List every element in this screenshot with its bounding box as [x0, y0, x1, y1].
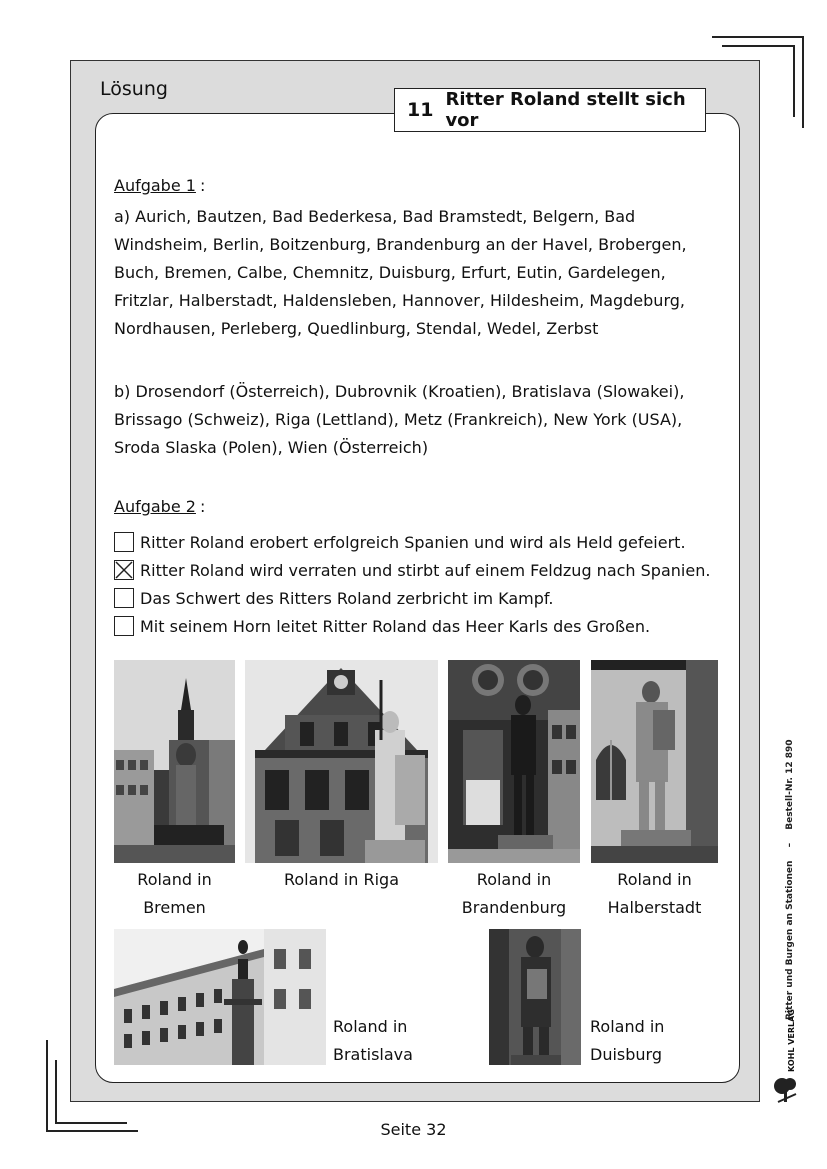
task1-b-line: b) Drosendorf (Österreich), Dubrovnik (Kroatien), Bratislava (Slowakei),: [114, 382, 685, 401]
task1-b-line: Brissago (Schweiz), Riga (Lettland), Metz (Frankreich), New York (USA),: [114, 410, 683, 429]
corner-decoration-top-h1: [712, 36, 804, 38]
station-number: 11: [407, 99, 434, 121]
task2-heading-text: Aufgabe 2: [114, 497, 196, 516]
caption-line: Duisburg: [590, 1045, 662, 1064]
photo-roland-duisburg: [489, 929, 581, 1065]
task2-heading: [114, 497, 196, 516]
task1-a-line: Buch, Bremen, Calbe, Chemnitz, Duisburg, Erfurt, Eutin, Gardelegen,: [114, 263, 666, 282]
publisher-name: KOHL VERLAG: [787, 1009, 796, 1072]
option-text: Ritter Roland erobert erfolgreich Spanien und wird als Held gefeiert.: [140, 532, 686, 552]
caption-line: Bremen: [143, 898, 206, 917]
cross-icon: [115, 561, 133, 579]
caption-line: Roland in: [476, 870, 552, 889]
caption-bremen: [114, 866, 235, 922]
photo-roland-halberstadt: [591, 660, 718, 863]
task1-heading: [114, 176, 196, 195]
corner-decoration-bottom-v2: [55, 1060, 57, 1124]
task2-option: [114, 616, 650, 636]
task2-option: [114, 560, 710, 580]
caption-line: Brandenburg: [461, 898, 567, 917]
task1-a-line: Windsheim, Berlin, Boitzenburg, Brandenburg an der Havel, Brobergen,: [114, 235, 687, 254]
caption-halberstadt: [591, 866, 718, 922]
option-checkbox-checked[interactable]: [114, 560, 134, 580]
caption-line: Roland in: [333, 1017, 408, 1036]
option-text: Das Schwert des Ritters Roland zerbricht im Kampf.: [140, 588, 554, 608]
caption-line: Roland in Riga: [283, 870, 399, 889]
solution-label: Lösung: [100, 78, 168, 100]
photo-roland-bremen: [114, 660, 235, 863]
corner-decoration-top-h2: [722, 45, 794, 47]
task1-a-line: a) Aurich, Bautzen, Bad Bederkesa, Bad Bramstedt, Belgern, Bad: [114, 207, 636, 226]
caption-duisburg: [590, 1013, 664, 1069]
side-book-info: [785, 739, 795, 1020]
corner-decoration-top-v2: [793, 45, 795, 117]
option-text: Ritter Roland wird verraten und stirbt auf einem Feldzug nach Spanien.: [140, 560, 711, 580]
task2-option: [114, 532, 686, 552]
caption-brandenburg: [448, 866, 580, 922]
caption-line: Roland in: [590, 1017, 665, 1036]
caption-line: Roland in: [137, 870, 212, 889]
caption-line: Halberstadt: [607, 898, 702, 917]
photo-roland-riga: [245, 660, 438, 863]
option-checkbox[interactable]: [114, 588, 134, 608]
task1-a-line: Fritzlar, Halberstadt, Haldensleben, Hannover, Hildesheim, Magdeburg,: [114, 291, 685, 310]
side-separator: –: [785, 842, 795, 848]
book-title: Ritter und Burgen an Stationen: [785, 860, 795, 1020]
station-title: Ritter Roland stellt sich vor: [445, 89, 686, 131]
corner-decoration-top-v1: [802, 36, 804, 128]
task1-a-line: Nordhausen, Perleberg, Quedlinburg, Stendal, Wedel, Zerbst: [114, 319, 599, 338]
publisher-logo-icon: [768, 1076, 802, 1104]
task1-part-a: [114, 203, 714, 343]
task1-heading-text: Aufgabe 1: [114, 176, 196, 195]
photo-roland-brandenburg: [448, 660, 580, 863]
task1-heading-colon: :: [200, 176, 206, 195]
order-number: Bestell-Nr. 12 890: [785, 739, 795, 830]
task2-heading-colon: :: [200, 497, 206, 516]
photo-roland-bratislava: [114, 929, 326, 1065]
caption-line: Bratislava: [333, 1045, 413, 1064]
task2-option: [114, 588, 553, 608]
option-text: Mit seinem Horn leitet Ritter Roland das Heer Karls des Großen.: [140, 616, 651, 636]
option-checkbox[interactable]: [114, 532, 134, 552]
option-checkbox[interactable]: [114, 616, 134, 636]
task1-b-line: Sroda Slaska (Polen), Wien (Österreich): [114, 438, 429, 457]
page-number: Seite 32: [380, 1120, 447, 1139]
caption-bratislava: [333, 1013, 413, 1069]
task1-part-b: [114, 378, 714, 462]
caption-line: Roland in: [617, 870, 692, 889]
corner-decoration-bottom-v1: [46, 1040, 48, 1132]
station-title-box: [394, 88, 706, 132]
caption-riga: [245, 866, 438, 894]
